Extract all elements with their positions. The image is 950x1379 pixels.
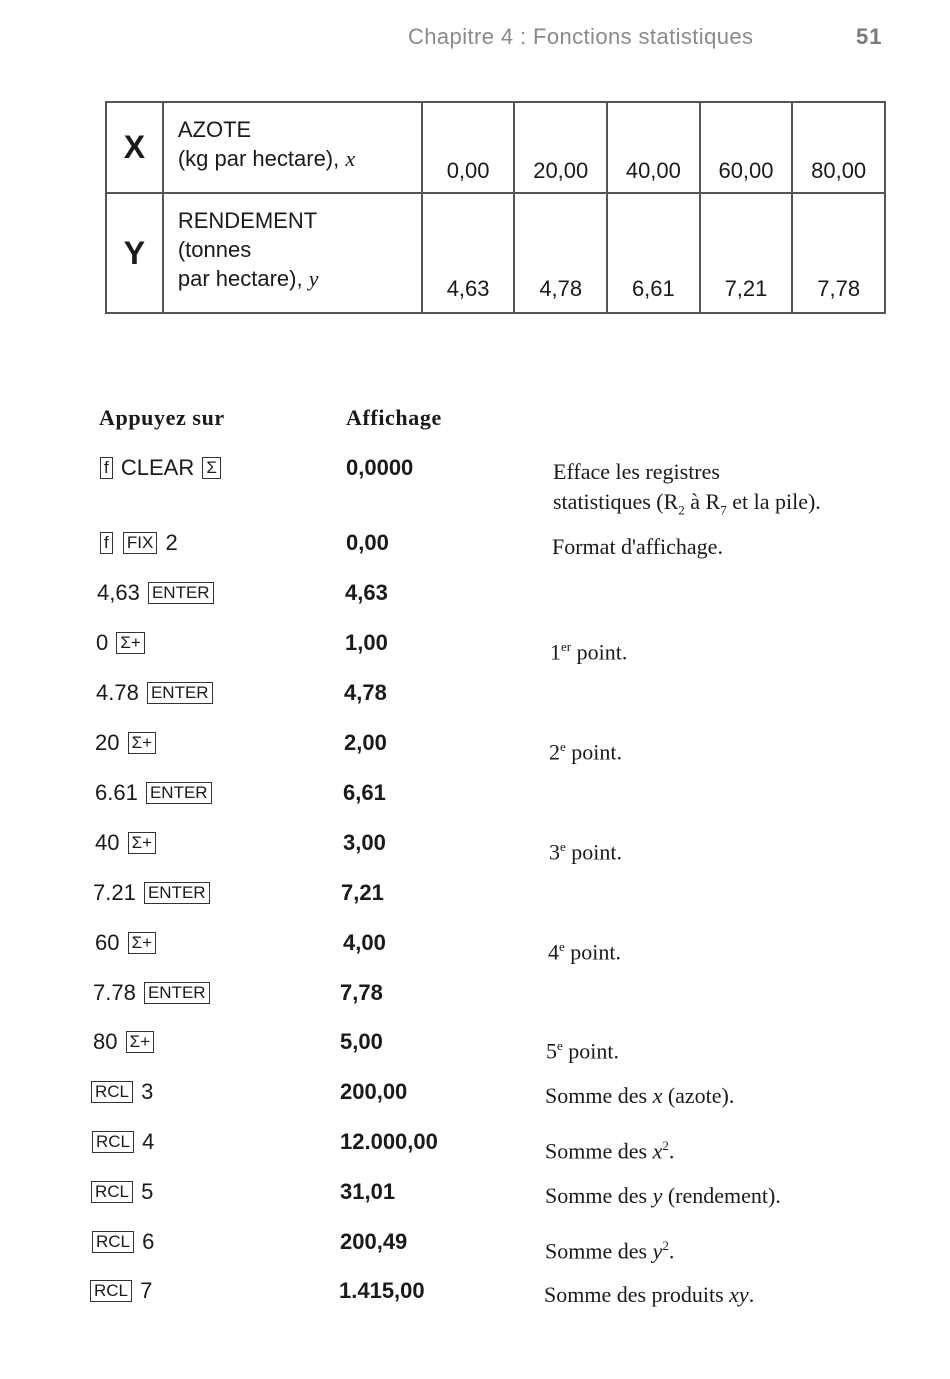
desc-text: point. — [564, 939, 622, 965]
key-number: 4.78 — [96, 680, 139, 705]
key-number: 80 — [93, 1029, 118, 1054]
table-row-x — [106, 102, 885, 193]
desc-text: et la pile). — [726, 489, 821, 514]
step-description — [545, 1081, 905, 1111]
step-row — [0, 980, 950, 1020]
desc-sub: 2 — [678, 502, 685, 518]
y-value: 6,61 — [607, 193, 700, 313]
step-row — [0, 880, 950, 920]
sigma-plus-key: Σ+ — [128, 732, 156, 754]
y-value: 4,78 — [514, 193, 607, 313]
x-value: 80,00 — [792, 102, 885, 193]
step-keys — [95, 830, 158, 856]
step-keys — [93, 980, 212, 1006]
step-row — [0, 455, 950, 518]
step-keys — [88, 1278, 152, 1304]
step-description — [545, 1231, 905, 1266]
enter-key: ENTER — [146, 782, 212, 804]
desc-text: Somme des — [545, 1238, 653, 1264]
f-key: f — [100, 457, 113, 479]
step-display: 2,00 — [344, 730, 387, 755]
step-keys — [95, 930, 158, 956]
x-value: 60,00 — [700, 102, 793, 193]
key-arg: 4 — [142, 1129, 155, 1154]
step-row — [0, 1029, 950, 1069]
desc-sup: 2 — [662, 1238, 669, 1253]
desc-text: 1 — [550, 639, 561, 665]
desc-text: point. — [562, 1038, 620, 1064]
step-keys — [89, 1179, 153, 1205]
desc-text: 5 — [546, 1038, 557, 1064]
desc-line1: Efface les registres — [553, 459, 720, 484]
y-symbol: Y — [106, 193, 163, 313]
desc-text: (rendement). — [662, 1183, 781, 1208]
column-header-keys: Appuyez sur — [99, 405, 225, 430]
desc-text: point. — [565, 739, 623, 765]
desc-sub: 7 — [720, 502, 727, 518]
step-display: 4,00 — [343, 930, 386, 955]
step-display: 1,00 — [345, 630, 388, 655]
step-keys — [93, 880, 212, 906]
key-arg: 5 — [141, 1179, 154, 1204]
step-description — [545, 1131, 905, 1166]
x-label — [163, 102, 422, 193]
desc-sup: 2 — [662, 1138, 669, 1153]
y-value: 4,63 — [422, 193, 515, 313]
enter-key: ENTER — [147, 682, 213, 704]
desc-text: point. — [565, 839, 623, 865]
step-keys — [89, 1079, 153, 1105]
sigma-key: Σ — [202, 457, 221, 479]
x-label-line2: (kg par hectare), — [177, 146, 340, 171]
key-arg: 3 — [141, 1079, 154, 1104]
x-value: 40,00 — [607, 102, 700, 193]
sigma-plus-key: Σ+ — [128, 832, 156, 854]
key-arg: 7 — [140, 1278, 153, 1303]
step-row — [0, 1129, 950, 1169]
desc-text: Somme des — [545, 1083, 653, 1108]
step-row — [0, 530, 950, 570]
table-row-y — [106, 193, 885, 313]
step-row — [0, 780, 950, 820]
rcl-key: RCL — [92, 1231, 134, 1253]
step-description: Format d'affichage. — [552, 534, 723, 559]
x-label-line1: AZOTE — [177, 117, 252, 142]
desc-sup: e — [557, 1038, 563, 1053]
key-number: 7.78 — [93, 980, 136, 1005]
desc-text: point. — [571, 639, 628, 665]
enter-key: ENTER — [144, 882, 210, 904]
key-number: 0 — [96, 630, 109, 655]
step-keys — [98, 530, 178, 556]
y-label-line3: par hectare), — [177, 266, 303, 291]
step-display: 3,00 — [343, 830, 386, 855]
x-value: 20,00 — [514, 102, 607, 193]
step-row — [0, 830, 950, 870]
step-keys — [96, 630, 147, 656]
step-row — [0, 630, 950, 670]
sigma-plus-key: Σ+ — [116, 632, 144, 654]
step-description — [548, 932, 908, 967]
key-arg: 6 — [142, 1229, 155, 1254]
step-row — [0, 680, 950, 720]
step-keys — [90, 1129, 154, 1155]
desc-var: y — [652, 1183, 663, 1208]
rcl-key: RCL — [92, 1131, 134, 1153]
desc-text: 3 — [549, 839, 560, 865]
step-display: 200,49 — [340, 1229, 408, 1254]
desc-sup: e — [560, 739, 566, 754]
step-display: 12.000,00 — [340, 1129, 438, 1154]
step-keys — [93, 1029, 156, 1055]
step-display: 5,00 — [340, 1029, 383, 1054]
step-row — [0, 1079, 950, 1119]
step-display: 4,63 — [345, 580, 388, 605]
desc-var: x — [652, 1083, 663, 1108]
step-keys — [90, 1229, 154, 1255]
step-display: 0,0000 — [346, 455, 414, 480]
desc-text: Somme des produits — [544, 1282, 730, 1307]
step-keys — [98, 455, 223, 481]
data-table — [105, 101, 886, 314]
fix-key: FIX — [123, 532, 157, 554]
clear-label: CLEAR — [120, 455, 195, 480]
enter-key: ENTER — [148, 582, 214, 604]
step-row — [0, 930, 950, 970]
desc-text: . — [668, 1138, 675, 1164]
desc-text: Somme des — [545, 1183, 653, 1208]
f-key: f — [100, 532, 113, 554]
desc-text: statistiques (R — [553, 489, 679, 514]
column-header-display: Affichage — [346, 405, 442, 430]
step-row — [0, 580, 950, 620]
key-number: 6.61 — [95, 780, 138, 805]
step-keys — [95, 730, 158, 756]
key-number: 60 — [95, 930, 120, 955]
y-label-line1: RENDEMENT — [177, 208, 318, 233]
x-var: x — [345, 146, 356, 171]
desc-text: . — [748, 1282, 755, 1307]
rcl-key: RCL — [91, 1181, 133, 1203]
rcl-key: RCL — [91, 1081, 133, 1103]
desc-sup: e — [560, 839, 566, 854]
step-keys — [95, 780, 214, 806]
sigma-plus-key: Σ+ — [126, 1031, 154, 1053]
key-number: 4,63 — [97, 580, 140, 605]
desc-var: y — [652, 1238, 663, 1264]
step-display: 6,61 — [343, 780, 386, 805]
key-number: 20 — [95, 730, 120, 755]
page-number: 51 — [856, 24, 883, 49]
desc-text: (azote). — [662, 1083, 735, 1108]
step-display: 200,00 — [340, 1079, 408, 1104]
key-number: 7.21 — [93, 880, 136, 905]
step-description — [549, 732, 909, 767]
step-display: 4,78 — [344, 680, 387, 705]
x-symbol: X — [106, 102, 163, 193]
step-description — [549, 832, 909, 867]
desc-sup: e — [559, 939, 565, 954]
step-row — [0, 1278, 950, 1318]
desc-var: x — [652, 1138, 663, 1164]
y-value: 7,21 — [700, 193, 793, 313]
desc-var: xy — [729, 1282, 749, 1307]
desc-text: 4 — [548, 939, 559, 965]
x-value: 0,00 — [422, 102, 515, 193]
step-description — [544, 1280, 904, 1310]
step-description — [545, 1181, 905, 1211]
desc-sup: er — [561, 639, 572, 654]
rcl-key: RCL — [90, 1280, 132, 1302]
sigma-plus-key: Σ+ — [128, 932, 156, 954]
step-row — [0, 730, 950, 770]
key-arg: 2 — [165, 530, 178, 555]
y-var: y — [308, 266, 319, 291]
step-display: 31,01 — [340, 1179, 396, 1204]
step-row — [0, 1229, 950, 1269]
y-label-line2: (tonnes — [177, 237, 252, 262]
step-keys — [97, 580, 216, 606]
step-row — [0, 1179, 950, 1219]
y-value: 7,78 — [792, 193, 885, 313]
step-keys — [96, 680, 215, 706]
desc-text: . — [668, 1238, 675, 1264]
step-display: 1.415,00 — [339, 1278, 425, 1303]
step-description — [553, 457, 913, 525]
page-header — [408, 22, 898, 58]
step-display: 7,21 — [341, 880, 384, 905]
desc-text: Somme des — [545, 1138, 653, 1164]
key-number: 40 — [95, 830, 120, 855]
step-description — [546, 1031, 906, 1066]
step-display: 0,00 — [346, 530, 389, 555]
step-description — [550, 632, 910, 667]
enter-key: ENTER — [144, 982, 210, 1004]
step-display: 7,78 — [340, 980, 383, 1005]
desc-text: à R — [684, 489, 721, 514]
desc-text: 2 — [549, 739, 560, 765]
y-label — [163, 193, 422, 313]
chapter-title: Chapitre 4 : Fonctions statistiques — [408, 24, 754, 49]
